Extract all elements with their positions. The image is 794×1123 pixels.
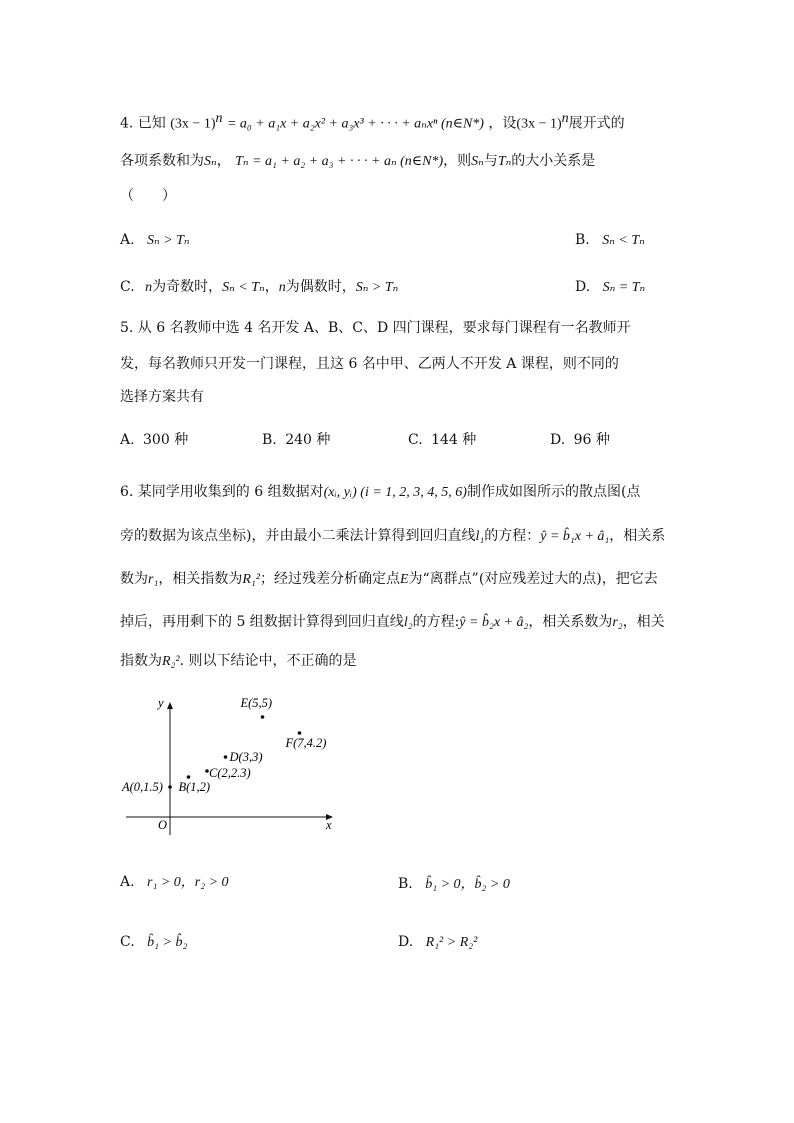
q4-sn: Sₙ [204, 154, 217, 169]
point-label-a: A(0,1.5) [122, 780, 163, 794]
q4-line2-text-b: ，则 [443, 153, 472, 169]
scatter-point-e [261, 715, 265, 719]
q4-option-a[interactable] [120, 230, 190, 251]
y-axis-label: y [158, 696, 164, 710]
q6-r2: r₂ [612, 615, 623, 630]
q4-expr-exponent: n [561, 111, 569, 126]
q6-R1-squared: R₁² [242, 572, 260, 587]
q6-point-e: E [399, 572, 409, 587]
q6-data-pair: (xᵢ, yᵢ) (i = 1, 2, 3, 4, 5, 6) [323, 485, 467, 500]
q6-line5-text-a: 指数为 [120, 653, 162, 669]
q6-line-3 [120, 569, 658, 590]
option-text: 96 种 [573, 432, 610, 448]
option-label: D. [550, 432, 566, 448]
scatter-point-f [298, 731, 302, 735]
q4-equation-exponent: n [215, 111, 223, 126]
option-text: r₁ > 0，r₂ > 0 [147, 875, 229, 890]
scatter-point-d [224, 755, 228, 759]
option-label: A. [120, 232, 135, 248]
option-c-relation-1: Sₙ < Tₙ [222, 280, 265, 295]
q4-tn-2: Tₙ [497, 154, 512, 169]
q6-line4-text-a: 掉后，再用剩下的 5 组数据计算得到回归直线 [120, 614, 404, 630]
option-c-text-3: 为偶数时， [285, 279, 356, 295]
q5-option-b[interactable] [262, 430, 330, 450]
option-c-relation-2: Sₙ > Tₙ [355, 280, 399, 295]
option-label: B. [398, 876, 413, 892]
point-label-e: E(5,5) [240, 696, 273, 710]
q4-sn-2: Sₙ [471, 154, 484, 169]
option-label: C. [408, 432, 423, 448]
q4-equation-rhs: = a₀ + a₁x + a₂x² + a₃x³ + · · · + aₙxⁿ (n∈N*) [226, 116, 484, 132]
q6-l1: l₁ [475, 529, 485, 544]
q6-option-b[interactable] [398, 874, 510, 895]
q4-option-d[interactable] [575, 277, 645, 298]
option-label: A. [120, 874, 135, 890]
q5-line-2: 发，每名教师只开发一门课程，且这 6 名中甲、乙两人不开发 A 课程，则不同的 [120, 356, 619, 372]
option-text: R₁² > R₂² [425, 935, 478, 950]
option-label: C. [120, 934, 135, 950]
q4-tail: 展开式的 [568, 115, 625, 132]
q6-option-a[interactable] [120, 872, 229, 893]
point-label-b: B(1,2) [178, 780, 211, 794]
q4-option-c[interactable] [120, 277, 398, 298]
option-label: D. [575, 279, 591, 295]
q4-tn-definition: Tₙ = a₁ + a₂ + a₃ + · · · + aₙ (n∈N*) [235, 154, 444, 169]
q6-line4-text-d: ，相关 [622, 614, 665, 630]
q6-line3-text-a: 数为 [120, 571, 148, 587]
q5-line-3: 选择方案共有 [120, 389, 204, 405]
q6-option-d[interactable] [398, 932, 477, 953]
q6-line2-text-a: 旁的数据为该点坐标)，并由最小二乘法计算得到回归直线 [120, 528, 476, 544]
option-label: A. [120, 432, 135, 448]
q6-line-1 [120, 482, 640, 503]
option-text: Sₙ < Tₙ [602, 233, 645, 248]
q4-expr: (3x − 1) [516, 116, 562, 132]
option-text: Sₙ > Tₙ [147, 233, 190, 248]
q6-line-5 [120, 651, 357, 672]
q4-line-2 [120, 151, 595, 172]
option-text: b̂₁ > 0，b̂₂ > 0 [425, 877, 510, 892]
points-layer [121, 696, 326, 794]
q6-line1-text-a: 6. 某同学用收集到的 6 组数据对 [120, 484, 324, 500]
scatter-point-a [168, 785, 172, 789]
scatter-point-b [187, 775, 191, 779]
scatter-plot [118, 695, 348, 845]
q4-number: 4. [120, 115, 134, 132]
q6-line-4 [120, 612, 665, 633]
q4-intro: 已知 [137, 115, 166, 132]
q6-regression-equation-2: ŷ = b̂₂x + â₂ [459, 615, 529, 630]
q6-line5-text-b: . 则以下结论中，不正确的是 [179, 653, 357, 669]
q6-line3-text-d: 为“离群点”(对应残差过大的点)，把它去 [408, 571, 658, 587]
q6-line2-text-b: 的方程： [484, 528, 541, 544]
q6-line-2 [120, 526, 665, 547]
option-text: Sₙ = Tₙ [602, 280, 646, 295]
x-axis-label: x [326, 818, 332, 832]
q5-option-d[interactable] [550, 430, 610, 450]
q4-equation-lhs: (3x − 1) [170, 116, 216, 132]
origin-label: O [158, 818, 168, 832]
option-text: b̂₁ > b̂₂ [147, 935, 188, 950]
option-c-text-2: ， [264, 279, 279, 295]
point-label-d: D(3,3) [229, 750, 263, 764]
option-label: B. [262, 432, 277, 448]
q6-option-c[interactable] [120, 932, 187, 953]
q4-line-1 [120, 109, 625, 135]
option-c-text-1: 为奇数时， [152, 279, 223, 295]
q6-line2-text-c: ，相关系 [609, 528, 666, 544]
q6-line4-text-c: ，相关系数为 [528, 614, 613, 630]
q5-line-1: 5. 从 6 名教师中选 4 名开发 A、B、C、D 四门课程，要求每门课程有一名教师开 [120, 320, 631, 336]
q6-l2: l₂ [403, 615, 413, 630]
point-label-c: C(2,2.3) [209, 766, 251, 780]
q4-mid: ，设 [488, 115, 517, 132]
scatter-plot-svg [118, 695, 348, 845]
q6-r1: r₁ [148, 572, 159, 587]
q6-regression-equation-1: ŷ = b̂₁x + â₁ [540, 529, 610, 544]
option-c-n1: n [145, 280, 153, 295]
q5-option-a[interactable] [120, 430, 188, 450]
option-c-n2: n [278, 280, 286, 295]
q4-comma: ， [216, 153, 231, 169]
point-label-f: F(7,4.2) [285, 736, 327, 750]
option-label: D. [398, 934, 414, 950]
q4-answer-paren: （ ） [120, 188, 176, 204]
q6-line3-text-c: ；经过残差分析确定点 [259, 571, 400, 587]
q6-R2-squared: R₂² [162, 654, 180, 669]
option-text: 300 种 [143, 432, 189, 448]
q4-option-b[interactable] [575, 230, 645, 251]
option-text: 144 种 [431, 432, 477, 448]
q4-line2-text-a: 各项系数和为 [120, 153, 204, 169]
option-text: 240 种 [285, 432, 331, 448]
q4-line2-text-c: 的大小关系是 [511, 153, 596, 169]
option-label: B. [575, 232, 590, 248]
q6-line1-text-b: 制作成如图所示的散点图(点 [466, 484, 641, 500]
q6-line3-text-b: ，相关指数为 [158, 571, 243, 587]
q6-line4-text-b: 的方程: [412, 614, 460, 630]
q4-yu: 与 [483, 153, 498, 169]
option-label: C. [120, 279, 135, 295]
q5-option-c[interactable] [408, 430, 476, 450]
